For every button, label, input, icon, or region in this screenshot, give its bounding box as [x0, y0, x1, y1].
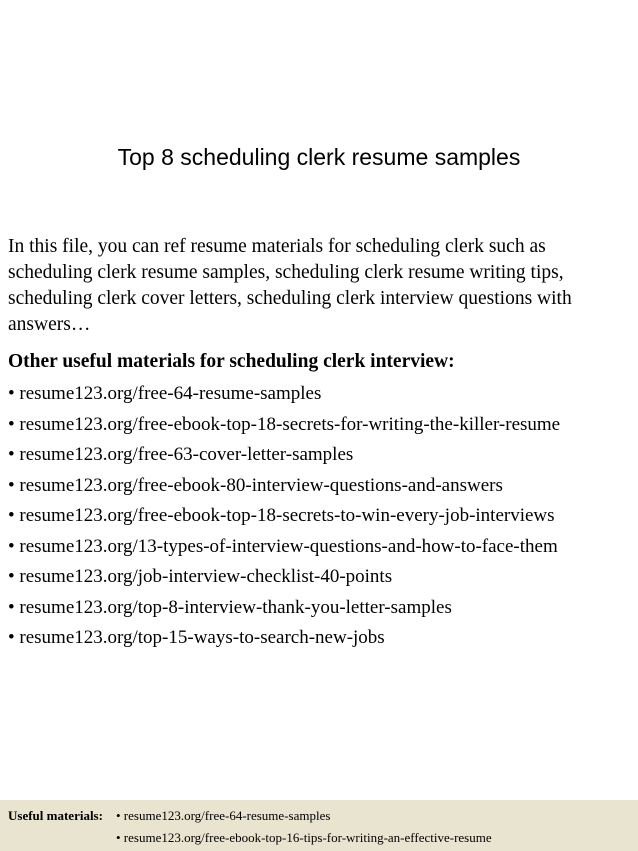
footer-label-text: Useful materials — [8, 808, 99, 823]
footer-label-colon: : — [98, 808, 103, 823]
material-link[interactable]: • resume123.org/free-64-resume-samples — [8, 383, 322, 404]
materials-heading: Other useful materials for scheduling clerk interview: — [8, 351, 455, 372]
material-link[interactable]: • resume123.org/job-interview-checklist-40-points — [8, 566, 393, 587]
footer-links — [116, 807, 492, 851]
footer-bar — [0, 800, 638, 851]
material-link[interactable]: • resume123.org/free-ebook-top-18-secrets-for-writing-the-killer-resume — [8, 413, 561, 435]
materials-list — [8, 379, 636, 654]
material-link[interactable]: • resume123.org/top-15-ways-to-search-new-jobs — [8, 627, 385, 648]
material-link[interactable]: • resume123.org/free-63-cover-letter-samples — [8, 444, 354, 465]
footer-link[interactable]: • resume123.org/free-64-resume-samples — [116, 808, 331, 823]
material-link[interactable]: • resume123.org/free-ebook-top-18-secrets-to-win-every-job-interviews — [8, 505, 555, 526]
footer-label — [8, 807, 103, 824]
intro-paragraph: In this file, you can ref resume materials for scheduling clerk such as scheduling clerk resume samples, scheduling clerk resume writing tips, scheduling clerk cover letters, scheduling clerk interview questions with answers… — [8, 236, 572, 335]
material-link[interactable]: • resume123.org/13-types-of-interview-questions-and-how-to-face-them — [8, 535, 558, 557]
material-link[interactable]: • resume123.org/top-8-interview-thank-you-letter-samples — [8, 596, 452, 618]
material-link[interactable]: • resume123.org/free-ebook-80-interview-questions-and-answers — [8, 474, 503, 496]
footer-link[interactable]: • resume123.org/free-ebook-top-16-tips-for-writing-an-effective-resume — [116, 830, 492, 845]
page-title: Top 8 scheduling clerk resume samples — [117, 144, 521, 170]
